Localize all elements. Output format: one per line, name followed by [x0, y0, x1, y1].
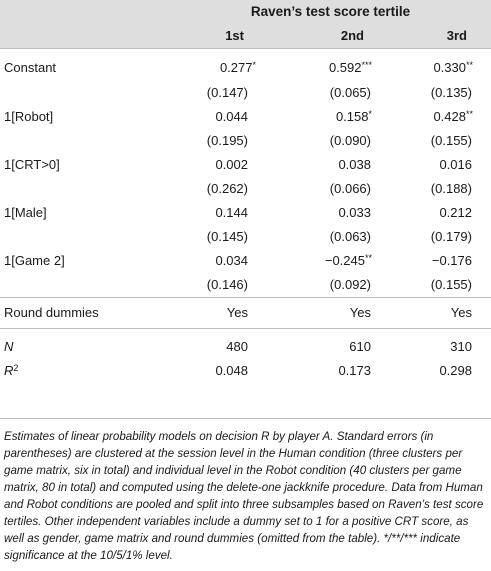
row-label: 1[Game 2] [4, 253, 65, 268]
row-label [0, 225, 164, 249]
header-corner-2 [0, 24, 164, 49]
r2-value: 0.298 [439, 363, 472, 378]
row-label: Constant [0, 49, 164, 82]
cell-value: 0.033 [338, 205, 371, 220]
significance-stars: ** [465, 60, 473, 70]
r2-row [0, 359, 491, 383]
cell-value: 0.002 [215, 157, 248, 172]
significance-stars: * [368, 109, 372, 119]
cell-value: (0.145) [206, 229, 248, 244]
n-row [0, 329, 491, 360]
round-dummies-label: Round dummies [0, 298, 164, 329]
cell-value: (0.179) [430, 229, 472, 244]
row-label: 1[Robot] [4, 109, 54, 124]
coefficient-rows [0, 49, 491, 298]
cell-value: (0.063) [329, 229, 371, 244]
n-value: 310 [450, 339, 472, 354]
coefficient-row [0, 249, 491, 273]
std-error-row [0, 273, 491, 298]
cell-value: −0.176 [431, 253, 472, 268]
cell-value: (0.188) [430, 181, 472, 196]
coefficient-row [0, 49, 491, 82]
cell-value: 0.038 [338, 157, 371, 172]
cell-value: (0.065) [329, 85, 371, 100]
n-value: 480 [226, 339, 248, 354]
cell-value: 0.330** [390, 49, 491, 82]
cell-value: −0.245** [324, 253, 372, 268]
column-header-2nd: 2nd [274, 24, 390, 49]
std-error-row [0, 81, 491, 105]
significance-stars: ** [465, 109, 473, 119]
cell-value: (0.195) [206, 133, 248, 148]
significance-stars: * [252, 60, 256, 70]
cell-value: 0.158* [335, 109, 372, 124]
cell-value: 0.034 [215, 253, 248, 268]
std-error-row [0, 129, 491, 153]
cell-value: 0.592*** [274, 49, 390, 82]
n-label: N [4, 339, 14, 354]
cell-value: 0.016 [439, 157, 472, 172]
header-corner [0, 0, 164, 24]
coefficient-row [0, 105, 491, 129]
cell-value: 0.212 [439, 205, 472, 220]
r2-label: $R^2$ [4, 363, 19, 378]
cell-value: (0.090) [329, 133, 371, 148]
table-note: Estimates of linear probability models on decision R by player A. Standard errors (in parentheses) are clustered at the session level in the Human condition (three clusters per game matrix, six in total) and individual level in the Robot condition (40 clusters per game matrix, 80 in total) and computed using the delete-one jackknife procedure. Data from Human and Robot conditions are pooled and split into three subsamples based on Raven’s test score tertiles. Other independent variables include a dummy set to 1 for a positive CRT score, as well as gender, game matrix and round dummies (omitted from the table). */**/*** indicate significance at the 10/5/1% level. [4, 428, 486, 564]
round-dummies-value: Yes [274, 298, 390, 329]
cell-value: (0.146) [206, 277, 248, 292]
r2-value: 0.048 [215, 363, 248, 378]
cell-value: 0.144 [215, 205, 248, 220]
coefficient-row [0, 201, 491, 225]
column-header-1st: 1st [164, 24, 274, 49]
round-dummies-value: Yes [164, 298, 274, 329]
n-value: 610 [349, 339, 371, 354]
std-error-row [0, 177, 491, 201]
std-error-row [0, 225, 491, 249]
cell-value: 0.428** [433, 109, 473, 124]
row-label [0, 273, 164, 298]
cell-value: (0.066) [329, 181, 371, 196]
round-dummies-row [0, 298, 491, 329]
cell-value: 0.277* [164, 49, 274, 82]
round-dummies-value: Yes [390, 298, 491, 329]
cell-value: (0.147) [206, 85, 248, 100]
coefficient-row [0, 153, 491, 177]
row-label [0, 81, 164, 105]
row-label: 1[Male] [4, 205, 47, 220]
significance-stars: *** [361, 60, 372, 70]
column-header-3rd: 3rd [390, 24, 491, 49]
row-label: 1[CRT>0] [4, 157, 60, 172]
significance-stars: ** [364, 253, 372, 263]
cell-value: (0.155) [430, 133, 472, 148]
cell-value: (0.155) [430, 277, 472, 292]
row-label [0, 129, 164, 153]
cell-value: (0.262) [206, 181, 248, 196]
row-label [0, 177, 164, 201]
r2-value: 0.173 [338, 363, 371, 378]
cell-value: (0.135) [430, 85, 472, 100]
cell-value: 0.044 [215, 109, 248, 124]
group-title: Raven’s test score tertile [164, 0, 491, 24]
cell-value: (0.092) [329, 277, 371, 292]
